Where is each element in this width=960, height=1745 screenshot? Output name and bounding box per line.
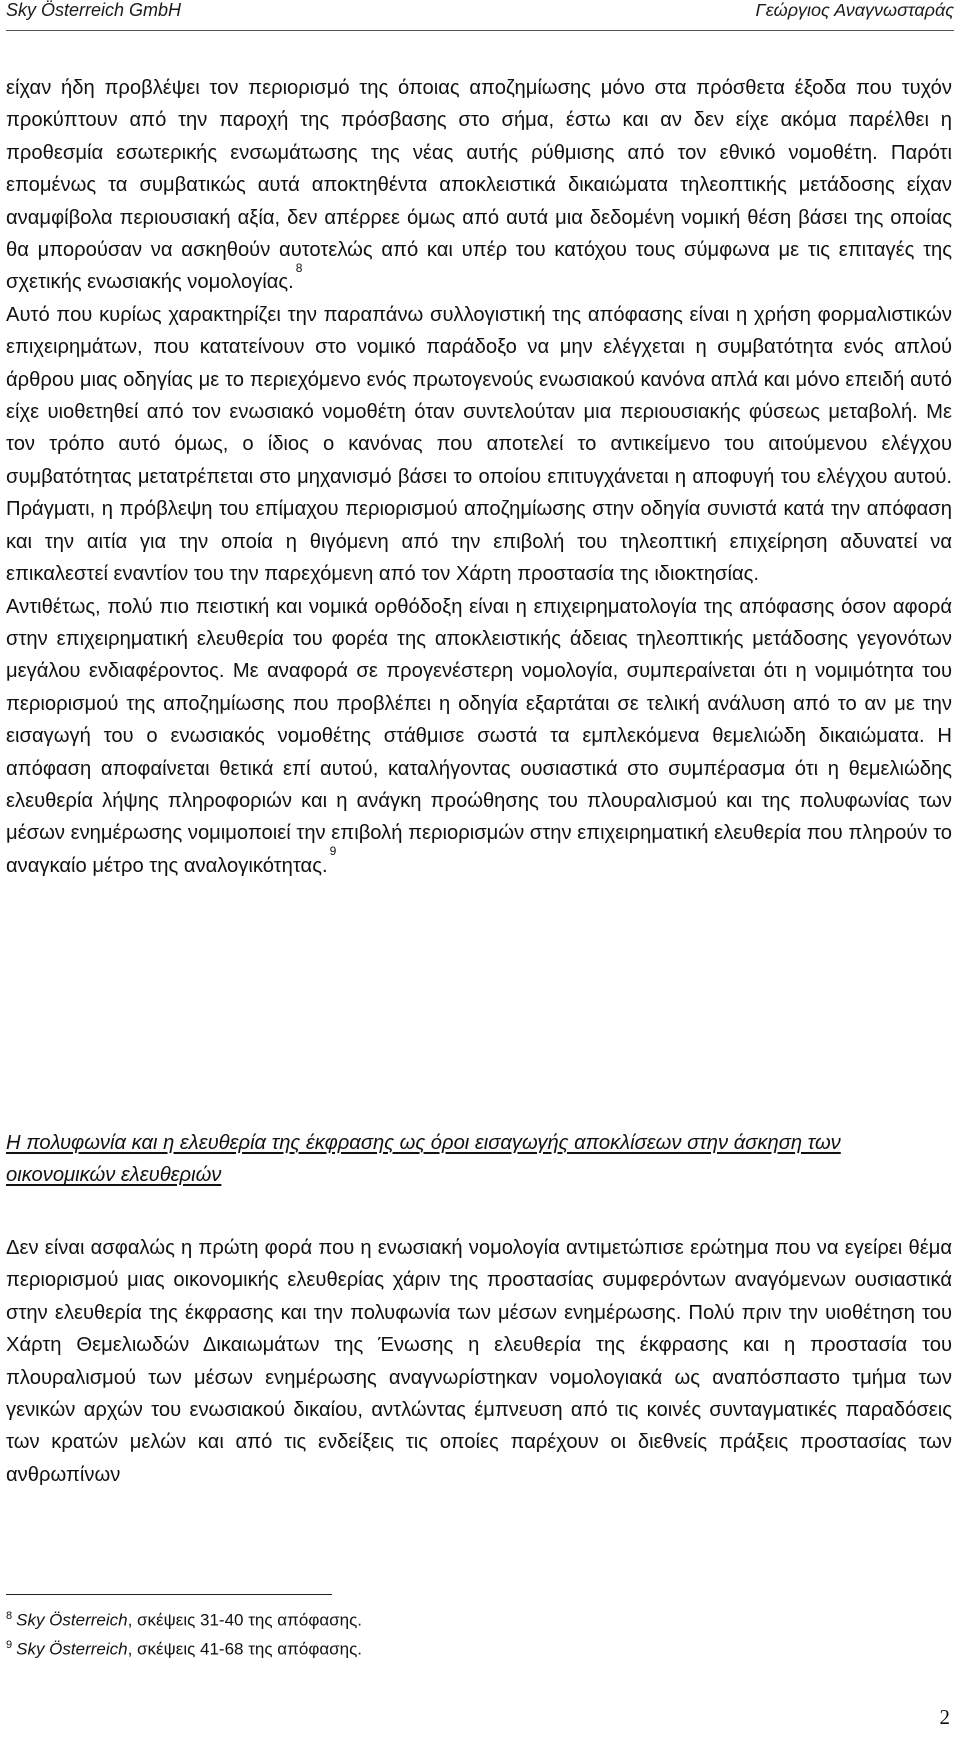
paragraph-2: Αυτό που κυρίως χαρακτηρίζει την παραπάνω συλλογιστική της απόφασης είναι η χρήση φορμαλιστικών επιχειρημάτων, που κατατείνουν στο νομικό παράδοξο να μην ελέγχεται η συμβατότητα ενός απλού άρθρου μιας οδηγίας με το περιεχόμενο ενός πρωτογενούς ενωσιακού κανόνα απλά και μόνο επειδή αυτό είχε υιοθετηθεί από τον ενωσιακό νομοθέτη όταν συντελούταν μια περιουσιακής φύσεως μεταβολή. Με τον τρόπο αυτό όμως, ο ίδιος ο κανόνας που αποτελεί το αντικείμενο του αιτούμενου ελέγχου συμβατότητας μετατρέπεται στο μηχανισμό βάσει το οποίου επιτυγχάνεται η αποφυγή του ελέγχου αυτού. Πράγματι, η πρόβλεψη του επίμαχου περιορισμού αποζημίωσης στην οδηγία συνιστά κατά την απόφαση και την αιτία για την οποία η θιγόμενη από την επιβολή του τηλεοπτική επιχείρηση αδυνατεί να επικαλεστεί εναντίον του την παρεχόμενη από τον Χάρτη προστασία της ιδιοκτησίας. [6,303,952,586]
running-header [6,0,954,28]
paragraph-3: Αντιθέτως, πολύ πιο πειστική και νομικά ορθόδοξη είναι η επιχειρηματολογία της απόφασης όσον αφορά στην επιχειρηματική ελευθερία του φορέα της αποκλειστικής άδειας τηλεοπτικής μετάδοσης γεγονότων μεγάλου ενδιαφέροντος. Με αναφορά σε προγενέστερη νομολογία, συμπεραίνεται ότι η νομιμότητα του περιορισμού της αποζημίωσης που προβλέπει η οδηγία εξαρτάται σε τελική ανάλυση από το αν με την εισαγωγή του ο ενωσιακός νομοθέτης στάθμισε σωστά τα εμπλεκόμενα θεμελιώδη δικαιώματα. Η απόφαση αποφαίνεται θετικά επί αυτού, καταλήγοντας ουσιαστικά στο συμπέρασμα ότι η θεμελιώδης ελευθερία λήψης πληροφοριών και η ανάγκη προώθησης του πλουραλισμού και της πολυφωνίας των μέσων ενημέρωσης νομιμοποιεί την επιβολή περιορισμών στην επιχειρηματική ελευθερία που πληρούν το αναγκαίο μέτρο της αναλογικότητας.$^9$ [6,595,952,877]
footnote-text: , σκέψεις 41-68 της απόφασης. [127,1639,363,1659]
footnote-text: , σκέψεις 31-40 της απόφασης. [127,1610,363,1630]
footnote-number: 9 [6,1638,13,1651]
footnote-ref-8[interactable]: 8 [295,260,303,275]
footnote-case-name: Sky Österreich [16,1639,128,1659]
header-left: Sky Österreich GmbH [6,0,182,20]
footnote-case-name: Sky Österreich [16,1610,128,1630]
body-text [6,72,952,882]
footnote-number: 8 [6,1610,13,1622]
header-right: Γεώργιος Αναγνωσταράς [755,0,954,20]
page-number: 2 [939,1705,950,1729]
footnote-9 [6,1633,952,1662]
footnote-separator [6,1594,332,1595]
paragraph-1: είχαν ήδη προβλέψει τον περιορισμό της όποιας αποζημίωσης μόνο στα πρόσθετα έξοδα που τυχόν προκύπτουν από την παροχή της πρόσβασης στο σήμα, έστω και αν δεν είχε ακόμα παρέλθει η προθεσμία εσωτερικής ενσωμάτωσης της νέας αυτής ρύθμισης από τον εθνικό νομοθέτη. Παρότι επομένως τα συμβατικώς αυτά αποκτηθέντα αποκλειστικά δικαιώματα τηλεοπτικής μετάδοσης είχαν αναμφίβολα περιουσιακή αξία, δεν απέρρεε όμως από αυτά μια δεδομένη νομική θέση βάσει της οποίας θα μπορούσαν να ασκηθούν αυτοτελώς από και υπέρ του κατόχου τους σύμφωνα με τις επιταγές της σχετικής ενωσιακής νομολογίας.$^8$ [6,77,952,294]
body-text-2 [6,1232,952,1491]
section-heading: Η πολυφωνία και η ελευθερία της έκφρασης ως όροι εισαγωγής αποκλίσεων στην άσκηση των οικονομικών ελευθεριών [6,1132,841,1187]
header-rule [6,30,954,31]
footnote-ref-9[interactable]: 9 [329,844,337,859]
footnotes [6,1604,952,1661]
footnote-8 [6,1604,952,1633]
paragraph-4: Δεν είναι ασφαλώς η πρώτη φορά που η ενωσιακή νομολογία αντιμετώπισε ερώτημα που να εγείρει θέμα περιορισμού μιας οικονομικής ελευθερίας χάριν της προστασίας συμφερόντων αναγόμενων ουσιαστικά στην ελευθερία της έκφρασης και την πολυφωνία των μέσων ενημέρωσης. Πολύ πριν την υιοθέτηση του Χάρτη Θεμελιωδών Δικαιωμάτων της Ένωσης η ελευθερία της έκφρασης και η προστασία του πλουραλισμού των μέσων ενημέρωσης αναγνωρίστηκαν νομολογιακά ως αναπόσπαστο τμήμα των γενικών αρχών του ενωσιακού δικαίου, αντλώντας έμπνευση από τις κοινές συνταγματικές παραδόσεις των κρατών μελών και από τις ενδείξεις τις οποίες παρέχουν οι διεθνείς πράξεις προστασίας των ανθρωπίνων [6,1237,952,1486]
